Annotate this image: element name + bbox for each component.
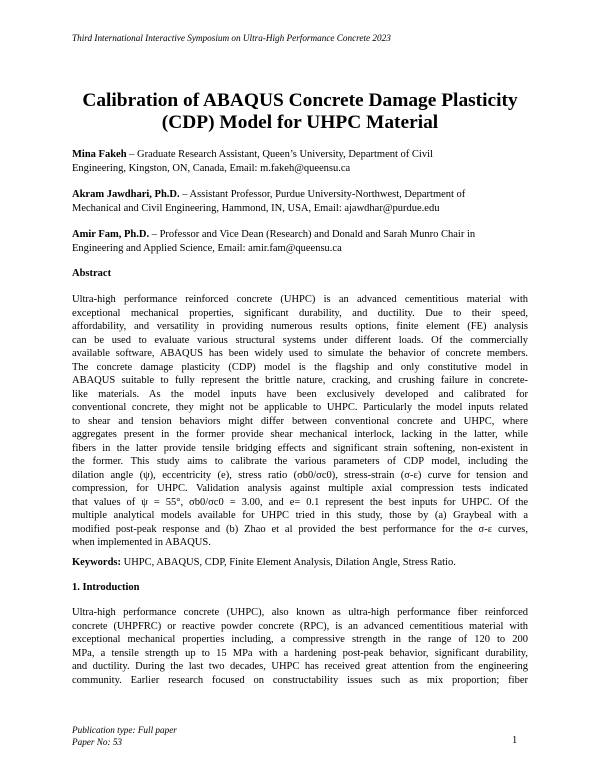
- title-line: Calibration of ABAQUS Concrete Damage Plasticity: [82, 90, 518, 111]
- introduction-line: Ultra-high performance concrete (UHPC), also known as ultra-high performance fiber reinforced: [72, 607, 528, 618]
- author-entry: [72, 188, 528, 215]
- abstract-line: aggregates present in the former provide shear mechanical interlock, lacking in the latter, while: [72, 429, 528, 440]
- author-name: Amir Fam, Ph.D.: [72, 229, 150, 240]
- paper-title: [40, 90, 560, 134]
- author-line: [72, 148, 528, 162]
- author-name: Akram Jawdhari, Ph.D.: [72, 189, 180, 200]
- introduction-line: concrete (UHPFRC) or reactive powder concrete (RPC), is an advanced cementitious material with: [72, 620, 528, 632]
- abstract-line: when implemented in ABAQUS.: [72, 537, 211, 548]
- running-header: Third International Interactive Symposium on Ultra-High Performance Concrete 2023: [72, 33, 391, 43]
- abstract-heading: Abstract: [72, 268, 112, 279]
- abstract-line: that values of ψ = 55°, σb0/σc0 = 3.00, and e= 0.1 represent the best inputs for UHPC. Of the: [72, 496, 528, 508]
- abstract-line: exceptional mechanical properties, significant durability, and ductility. Due to their speed,: [72, 307, 528, 319]
- author-entry: [72, 148, 528, 175]
- keywords: [72, 557, 528, 568]
- keywords-text: UHPC, ABAQUS, CDP, Finite Element Analysis, Dilation Angle, Stress Ratio.: [121, 557, 456, 568]
- author-affiliation: Mechanical and Civil Engineering, Hammond, IN, USA, Email: ajawdhar@purdue.edu: [72, 202, 440, 214]
- abstract-line: ABAQUS suitable to fully represent the brittle nature, cracking, and crushing failure in concrete-: [72, 375, 528, 386]
- author-affiliation: Engineering and Applied Science, Email: amir.fam@queensu.ca: [72, 242, 342, 254]
- introduction-heading: 1. Introduction: [72, 582, 140, 593]
- author-affiliation: – Assistant Professor, Purdue University-Northwest, Department of: [179, 189, 466, 200]
- abstract-line: modified post-peak response and (b) Zhao et al provided the best performance for the σ-ε curves,: [72, 523, 528, 535]
- abstract-body: [72, 293, 528, 550]
- introduction-line: MPa, a tensile strength up to 15 MPa with a hardening post-peak behavior, significant durability,: [72, 647, 528, 659]
- author-line: [72, 188, 528, 202]
- abstract-line: available software, ABAQUS has been widely used to simulate the behavior of concrete members.: [72, 348, 528, 359]
- author-name: Mina Fakeh: [72, 149, 127, 160]
- abstract-line: affordability, and versatility in providing numerous results options, finite element (FE) analysis: [72, 321, 528, 332]
- title-line: (CDP) Model for UHPC Material: [161, 112, 439, 133]
- introduction-line: community. Earlier research focused on constructability issues such as mix proportion; fiber: [72, 674, 528, 686]
- introduction-body: [72, 606, 528, 687]
- abstract-line: Ultra-high performance reinforced concrete (UHPC) is an advanced cementitious material with: [72, 294, 528, 305]
- author-affiliation: – Graduate Research Assistant, Queen’s University, Department of Civil: [126, 149, 433, 160]
- abstract-line: to shear and tension behaviors might differ between conventional concrete and UHPC, where: [72, 415, 528, 427]
- author-line: [72, 228, 528, 242]
- abstract-line: conventional concrete, they might not be applicable to UHPC. Particularly the model inputs related: [72, 402, 528, 413]
- abstract-line: compression, for UHPC. Validation analysis against multiple axial compression tests indicated: [72, 483, 528, 494]
- author-affiliation: – Professor and Vice Dean (Research) and Donald and Sarah Munro Chair in: [149, 229, 476, 240]
- abstract-line: like materials. As the model inputs have been exclusively developed and calibrated for: [72, 388, 528, 400]
- abstract-line: multiple analytical models available for UHPC tried in this study, those by (a) Graybeal with a: [72, 510, 528, 521]
- paper-number: Paper No: 53: [72, 737, 123, 747]
- abstract-line: the former. This study aims to calibrate the various parameters of CDP model, including the: [72, 456, 528, 467]
- abstract-line: dilation angle (ψ), eccentricity (e), stress ratio (σb0/σc0), stress-strain (σ-ε) curve for tension and: [72, 469, 528, 481]
- introduction-line: and ductility. During the last two decades, UHPC has received great attention from the engineering: [72, 661, 528, 672]
- author-affiliation: Engineering, Kingston, ON, Canada, Email: m.fakeh@queensu.ca: [72, 162, 351, 174]
- abstract-line: The concrete damage plasticity (CDP) model is the flagship and only constitutive model in: [72, 361, 528, 373]
- author-entry: [72, 228, 528, 255]
- publication-type: Publication type: Full paper: [72, 725, 177, 735]
- introduction-line: exceptional mechanical properties including, a compressive strength in the range of 120 to 200: [72, 634, 528, 645]
- keywords-label: Keywords:: [72, 557, 121, 568]
- abstract-line: can be used to evaluate various structural systems under different loads. Of the commercially: [72, 334, 528, 346]
- page-number: 1: [512, 735, 518, 746]
- page-footer: [72, 724, 177, 748]
- abstract-line: fibers in the latter provide tensile bridging effects and significant strain softening, non-existent in: [72, 442, 528, 454]
